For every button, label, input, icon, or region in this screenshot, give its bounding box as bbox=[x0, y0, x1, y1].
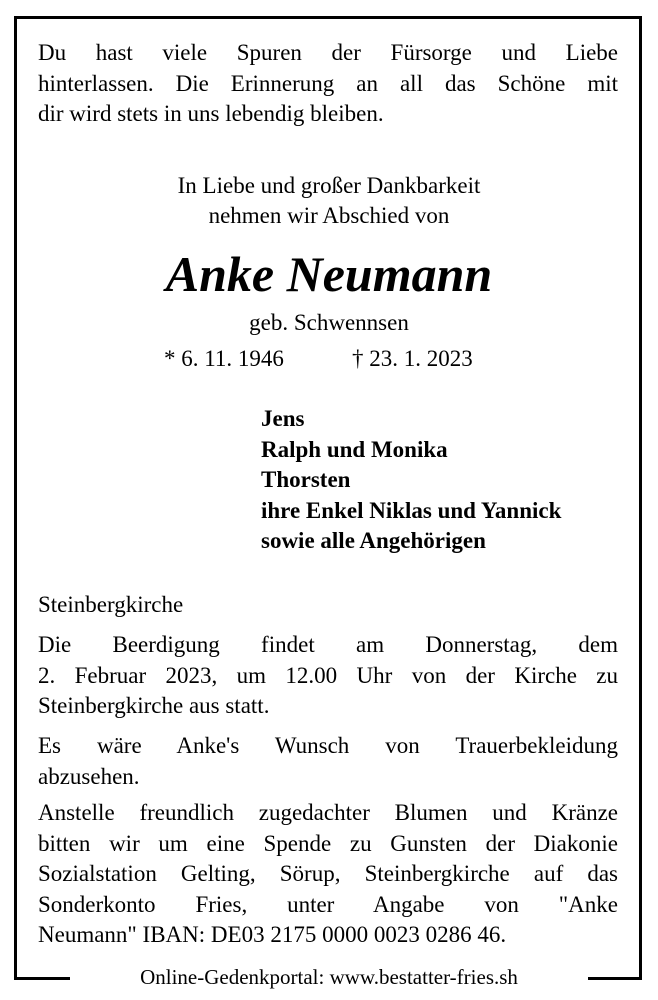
farewell-line-2: nehmen wir Abschied von bbox=[208, 203, 450, 228]
funeral-line: 2. Februar 2023, um 12.00 Uhr von der Kirche zu bbox=[38, 662, 618, 688]
family-member: Ralph und Monika bbox=[261, 436, 448, 462]
funeral-paragraph bbox=[38, 630, 618, 722]
death-date: † 23. 1. 2023 bbox=[352, 346, 473, 371]
family-member: Thorsten bbox=[261, 467, 351, 492]
intro-line: Du hast viele Spuren der Fürsorge und Liebe bbox=[38, 40, 618, 65]
online-memorial-portal: Online-Gedenkportal: www.bestatter-fries.sh bbox=[140, 965, 518, 989]
birth-date: * 6. 11. 1946 bbox=[164, 346, 284, 371]
family-list bbox=[261, 404, 561, 557]
place: Steinbergkirche bbox=[38, 592, 184, 617]
intro-paragraph bbox=[38, 38, 618, 130]
birth-name: geb. Schwennsen bbox=[249, 310, 409, 335]
funeral-line: Die Beerdigung findet am Donnerstag, dem bbox=[38, 632, 618, 657]
family-member: Jens bbox=[261, 406, 305, 431]
wish-line: Es wäre Anke's Wunsch von Trauerbekleidung bbox=[38, 733, 618, 758]
donation-line: Sozialstation Gelting, Sörup, Steinbergkirche auf das bbox=[38, 861, 618, 886]
wish-line: abzusehen. bbox=[38, 763, 140, 789]
wish-paragraph bbox=[38, 731, 618, 792]
farewell-line-1: In Liebe und großer Dankbarkeit bbox=[177, 173, 481, 198]
intro-line: dir wird stets in uns lebendig bleiben. bbox=[38, 101, 384, 126]
donation-line: Anstelle freundlich zugedachter Blumen und Kränze bbox=[38, 800, 618, 825]
donation-line: Sonderkonto Fries, unter Angabe von "Anke bbox=[38, 891, 618, 917]
donation-line: Neumann" IBAN: DE03 2175 0000 0023 0286 46. bbox=[38, 922, 507, 947]
intro-line: hinterlassen. Die Erinnerung an all das Schöne mit bbox=[38, 70, 618, 96]
funeral-line: Steinbergkirche aus statt. bbox=[38, 693, 270, 718]
family-member: sowie alle Angehörigen bbox=[261, 528, 486, 553]
family-member: ihre Enkel Niklas und Yannick bbox=[261, 497, 562, 523]
deceased-name: Anke Neumann bbox=[165, 246, 493, 302]
donation-line: bitten wir um eine Spende zu Gunsten der Diakonie bbox=[38, 830, 618, 856]
donation-paragraph bbox=[38, 798, 618, 951]
